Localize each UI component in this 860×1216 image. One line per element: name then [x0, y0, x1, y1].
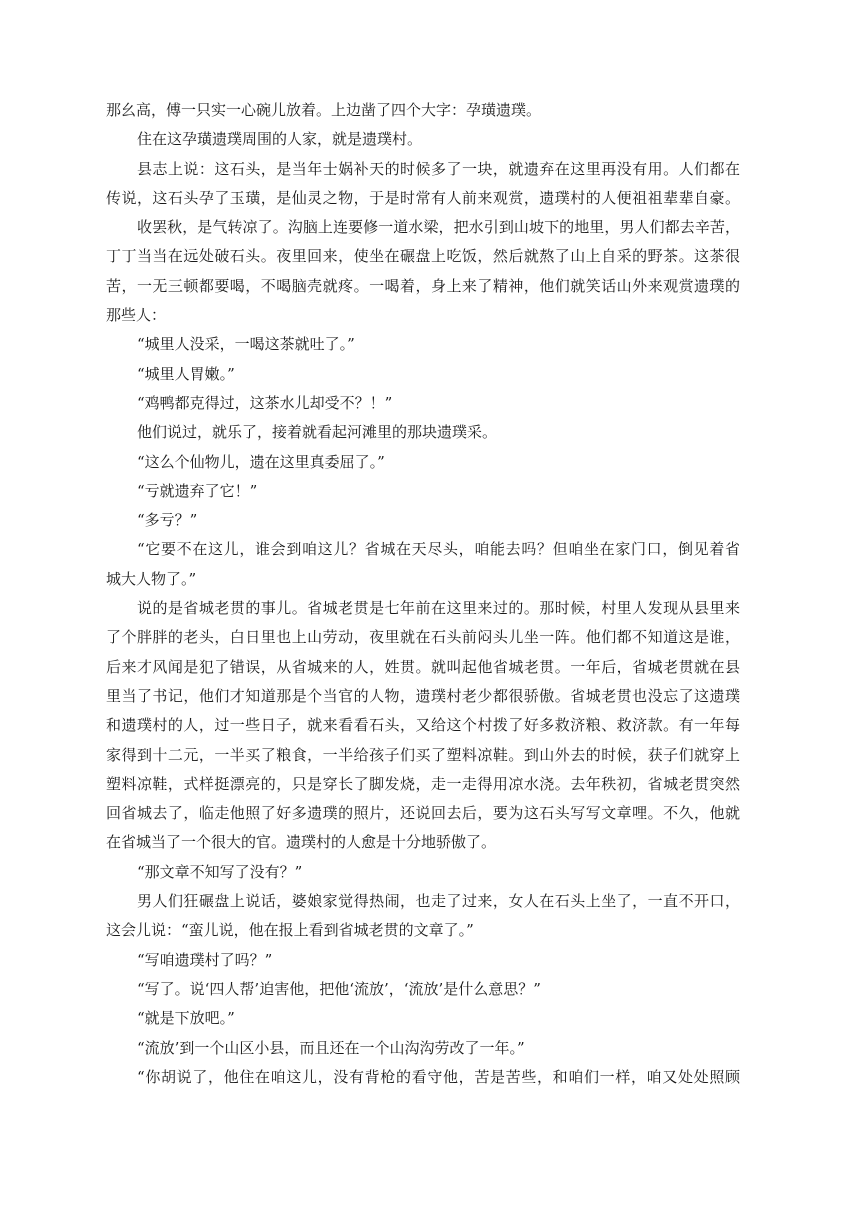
text-line: “鸡鸭都克得过，这茶水儿却受不？！” [137, 393, 393, 412]
text-line: 这会儿说：“蛮儿说，他在报上看到省城老贯的文章了。” [106, 921, 474, 940]
text-line: “写咱遗璞村了吗？” [137, 950, 273, 969]
text-line: 传说，这石头孕了玉璜，是仙灵之物，于是时常有人前来观赏，遗璞村的人便祖祖辈辈自豪。 [106, 188, 740, 207]
document-page [106, 96, 740, 1092]
text-line: 城大人物了。” [106, 569, 197, 588]
text-line: 塑料凉鞋，式样挺漂亮的，只是穿长了脚发烧，走一走得用凉水浇。去年秩初，省城老贯突然 [106, 774, 740, 793]
text-line: “它要不在这儿，谁会到咱这儿？省城在天尽头，咱能去吗？但咱坐在家门口，倒见着省 [137, 540, 740, 559]
text-line: “写了。说‘四人帮’迫害他，把他‘流放’，‘流放’是什么意思？” [137, 979, 541, 998]
text-line: 在省城当了一个很大的官。遗璞村的人愈是十分地骄傲了。 [106, 833, 497, 852]
text-line: 那些人： [106, 306, 167, 325]
text-line: “这么个仙物儿，遗在这里真委屈了。” [137, 452, 385, 471]
text-line: 后来才风闻是犯了错误，从省城来的人，姓贯。就叫起他省城老贯。一年后，省城老贯就在县 [106, 657, 740, 676]
text-line: “多亏？” [137, 511, 198, 530]
text-line: “流放’到一个山区小县，而且还在一个山沟沟劳改了一年。” [137, 1038, 525, 1057]
text-line: 说的是省城老贯的事儿。省城老贯是七年前在这里来过的。那时候，村里人发现从县里来 [137, 599, 740, 618]
text-line: 县志上说：这石头，是当年士娲补天的时候多了一块，就遗弃在这里再没有用。人们都在 [137, 159, 740, 178]
text-line: 里当了书记，他们才知道那是个当官的人物，遗璞村老少都很骄傲。省城老贯也没忘了这遗璞 [106, 686, 740, 705]
text-line: “那文章不知写了没有？” [137, 862, 303, 881]
text-line: 苦，一无三顿都要喝，不喝脑壳就疼。一喝着，身上来了精神，他们就笑话山外来观赏遗璞的 [106, 276, 740, 295]
text-line: 男人们狂碾盘上说话，婆娘家觉得热闹，也走了过来，女人在石头上坐了，一直不开口， [137, 892, 740, 911]
text-line: “就是下放吧。” [137, 1009, 235, 1028]
text-line: 了个胖胖的老头，白日里也上山劳动，夜里就在石头前闷头儿坐一阵。他们都不知道这是谁， [106, 628, 740, 647]
text-line: 家得到十二元，一半买了粮食，一半给孩子们买了塑料凉鞋。到山外去的时候，获子们就穿上 [106, 745, 740, 764]
text-line: 收罢秋，是气转凉了。沟脑上连要修一道水梁，把水引到山坡下的地里，男人们都去辛苦， [137, 218, 740, 237]
text-line: 回省城去了，临走他照了好多遗璞的照片，还说回去后，要为这石头写写文章哩。不久，他就 [106, 804, 740, 823]
text-line: “城里人胃嫩。” [137, 364, 235, 383]
text-line: “城里人没采，一喝这茶就吐了。” [137, 335, 355, 354]
text-line: 那幺高，傅一只实一心碗儿放着。上边凿了四个大字：孕璜遗璞。 [106, 101, 542, 119]
text-line: “你胡说了，他住在咱这儿，没有背枪的看守他，苦是苦些，和咱们一样，咱又处处照顾 [137, 1067, 740, 1086]
text-line: “亏就遗弃了它！” [137, 481, 258, 500]
text-line: 住在这孕璜遗璞周围的人家，就是遗璞村。 [137, 130, 423, 149]
text-line: 丁丁当当在远处破石头。夜里回来，使坐在碾盘上吃饭，然后就熬了山上自采的野茶。这茶很 [106, 247, 740, 266]
text-line: 他们说过，就乐了，接着就看起河滩里的那块遗璞采。 [137, 423, 498, 442]
text-line: 和遗璞村的人，过一些日子，就来看看石头，又给这个村拨了好多救济粮、救济款。有一年每 [106, 716, 740, 735]
